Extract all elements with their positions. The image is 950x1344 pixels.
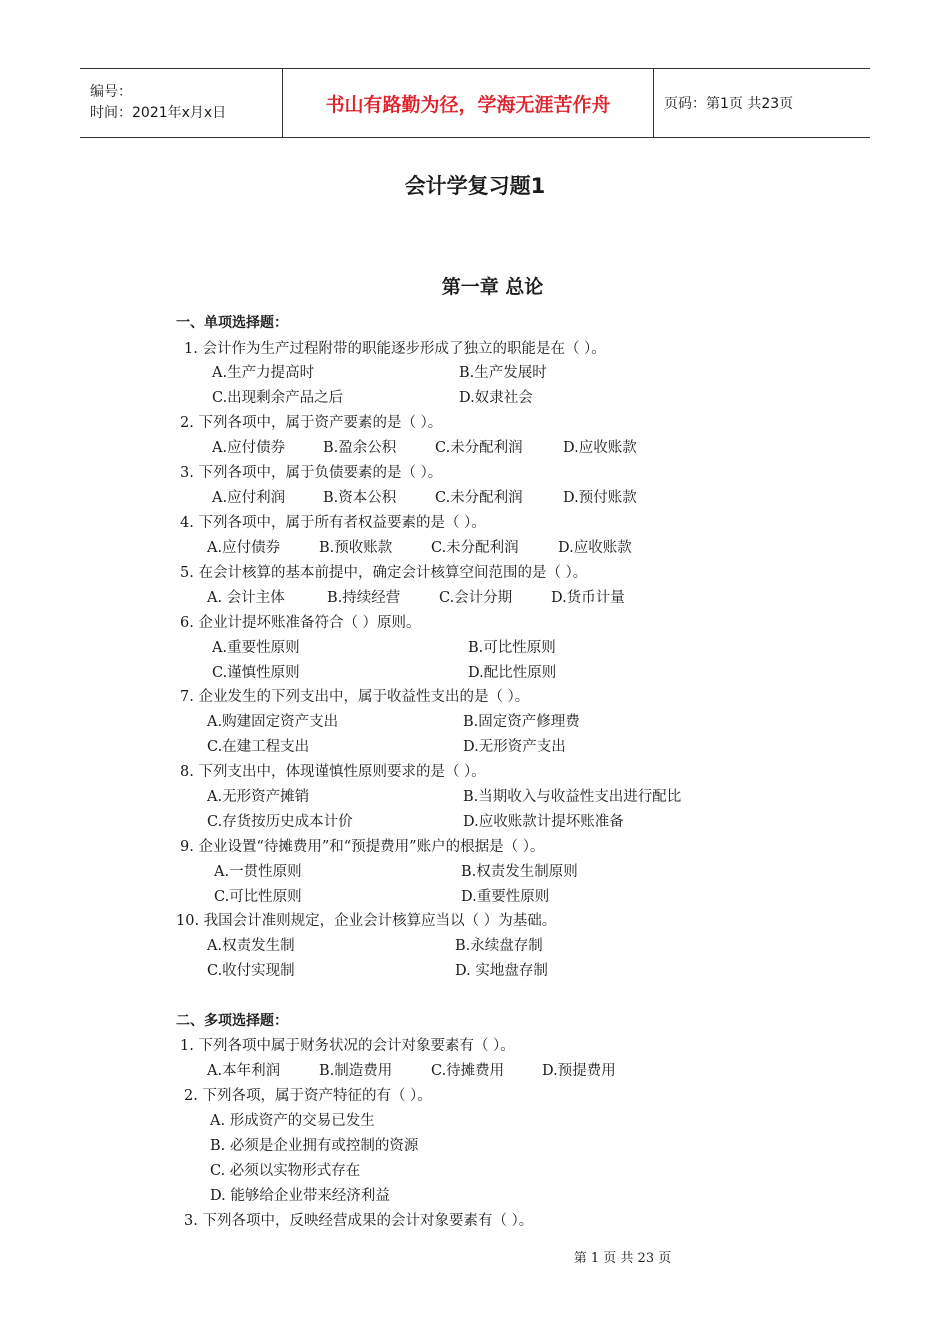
document-title: 会计学复习题1 xyxy=(404,174,546,198)
option: D. 能够给企业带来经济利益 xyxy=(210,1188,390,1204)
option: B.生产发展时 xyxy=(459,365,547,381)
question-stem: 1. 会计作为生产过程附带的职能逐步形成了独立的职能是在（ ）。 xyxy=(184,341,606,357)
question-stem: 3. 下列各项中，属于负债要素的是（ ）。 xyxy=(180,465,443,481)
question-stem: 5. 在会计核算的基本前提中，确定会计核算空间范围的是（ ）。 xyxy=(180,565,588,581)
header-left-cell xyxy=(80,69,282,137)
option: B. 必须是企业拥有或控制的资源 xyxy=(210,1138,419,1154)
option: D.应收账款 xyxy=(558,540,632,556)
option: D.应收账款 xyxy=(563,440,637,456)
question-stem: 6. 企业计提坏账准备符合（ ）原则。 xyxy=(180,615,421,631)
question-stem: 10. 我国会计准则规定，企业会计核算应当以（ ）为基础。 xyxy=(176,913,557,929)
option: D.重要性原则 xyxy=(461,889,550,905)
option: C.收付实现制 xyxy=(207,963,295,979)
option: C. 必须以实物形式存在 xyxy=(210,1163,361,1179)
option: D.无形资产支出 xyxy=(463,739,566,755)
option: B.当期收入与收益性支出进行配比 xyxy=(463,789,682,805)
option: A.无形资产摊销 xyxy=(207,789,310,805)
number-label: 编号： xyxy=(90,84,132,100)
question-stem: 2. 下列各项中，属于资产要素的是（ ）。 xyxy=(180,415,443,431)
option: D.奴隶社会 xyxy=(459,390,533,406)
option: C.待摊费用 xyxy=(431,1063,505,1079)
chapter-heading: 第一章 总论 xyxy=(441,276,544,298)
option: C.未分配利润 xyxy=(431,540,519,556)
page-header xyxy=(80,68,870,138)
option: C.存货按历史成本计价 xyxy=(207,814,353,830)
question-stem: 2. 下列各项，属于资产特征的有（ ）。 xyxy=(184,1088,432,1104)
option: A.生产力提高时 xyxy=(212,365,315,381)
option: D.配比性原则 xyxy=(468,665,557,681)
option: B.制造费用 xyxy=(319,1063,393,1079)
page-info: 页码：第1页 共23页 xyxy=(664,96,794,112)
option: A.一贯性原则 xyxy=(214,864,302,880)
question-stem: 1. 下列各项中属于财务状况的会计对象要素有（ ）。 xyxy=(180,1038,515,1054)
option: B.永续盘存制 xyxy=(455,938,543,954)
option: B.资本公积 xyxy=(323,490,397,506)
question-stem: 3. 下列各项中，反映经营成果的会计对象要素有（ ）。 xyxy=(184,1213,534,1229)
question-stem: 8. 下列支出中，体现谨慎性原则要求的是（ ）。 xyxy=(180,764,486,780)
option: A.应付利润 xyxy=(212,490,286,506)
question-stem: 7. 企业发生的下列支出中，属于收益性支出的是（ ）。 xyxy=(180,689,530,705)
option: D.货币计量 xyxy=(551,590,625,606)
header-motto-cell xyxy=(282,69,654,137)
question-stem: 9. 企业设置“待摊费用”和“预提费用”账户的根据是（ ）。 xyxy=(180,839,545,855)
section-heading-single-choice: 一、单项选择题： xyxy=(176,315,288,331)
option: A.权责发生制 xyxy=(207,938,295,954)
option: D.预提费用 xyxy=(542,1063,616,1079)
option: B.可比性原则 xyxy=(468,640,556,656)
option: A.本年利润 xyxy=(207,1063,281,1079)
option: B.预收账款 xyxy=(319,540,393,556)
option: C.谨慎性原则 xyxy=(212,665,300,681)
question-stem: 4. 下列各项中，属于所有者权益要素的是（ ）。 xyxy=(180,515,486,531)
option: C.未分配利润 xyxy=(435,440,523,456)
option: A.应付债券 xyxy=(212,440,286,456)
option: B.盈余公积 xyxy=(323,440,397,456)
option: C.未分配利润 xyxy=(435,490,523,506)
header-right-cell xyxy=(654,69,870,137)
option: C.出现剩余产品之后 xyxy=(212,390,344,406)
option: D.预付账款 xyxy=(563,490,637,506)
option: C.会计分期 xyxy=(439,590,513,606)
option: A.购建固定资产支出 xyxy=(207,714,339,730)
time-label: 时间：2021年x月x日 xyxy=(90,105,227,121)
option: A.重要性原则 xyxy=(212,640,300,656)
option: B.权责发生制原则 xyxy=(461,864,578,880)
option: D. 实地盘存制 xyxy=(455,963,548,979)
option: A.应付债券 xyxy=(207,540,281,556)
option: C.在建工程支出 xyxy=(207,739,310,755)
option: B.持续经营 xyxy=(327,590,401,606)
option: D.应收账款计提坏账准备 xyxy=(463,814,624,830)
option: B.固定资产修理费 xyxy=(463,714,580,730)
page-footer: 第 1 页 共 23 页 xyxy=(573,1251,672,1266)
motto: 书山有路勤为径，学海无涯苦作舟 xyxy=(325,93,611,116)
section-heading-multiple-choice: 二、多项选择题： xyxy=(176,1013,288,1029)
option: C.可比性原则 xyxy=(214,889,302,905)
option: A. 形成资产的交易已发生 xyxy=(210,1113,375,1129)
option: A. 会计主体 xyxy=(207,590,285,606)
